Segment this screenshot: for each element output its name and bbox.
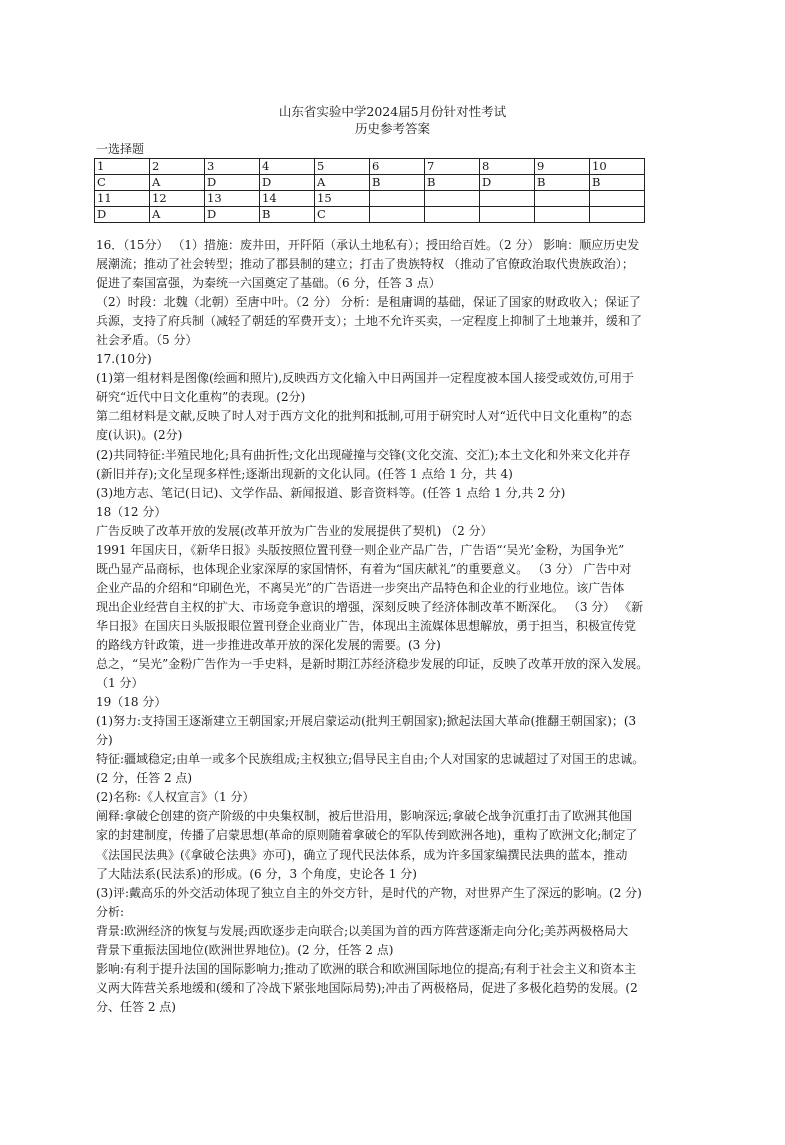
text-line: (1)第一组材料是图像(绘画和照片),反映西方文化输入中日两国并一定程度被本国人接受或效仿,可用于 <box>96 371 634 386</box>
table-cell: C <box>95 175 150 191</box>
answer-table <box>94 158 645 223</box>
text-line: 分、任答 2 点) <box>96 999 176 1014</box>
text-line: 现出企业经营自主权的扩大、市场竞争意识的增强，深刻反映了经济体制改革不断深化。 （3 分） 《新 <box>96 599 644 614</box>
table-cell: 14 <box>260 191 315 207</box>
text-line: 背景下重振法国地位(欧洲世界地位)。(2 分，任答 2 点) <box>96 942 394 957</box>
text-line: 背景:欧洲经济的恢复与发展;西欧逐步走向联合;以美国为首的西方阵营逐渐走向分化;美苏两极格局大 <box>96 923 629 938</box>
table-cell: 9 <box>535 159 590 175</box>
table-cell <box>590 191 645 207</box>
table-cell: B <box>260 207 315 223</box>
table-cell: 12 <box>150 191 205 207</box>
text-line: 研究“近代中日文化重构”的表现。(2分) <box>96 390 306 405</box>
text-line: 影响:有利于提升法国的国际影响力;推动了欧洲的联合和欧洲国际地位的提高;有利于社会主义和资本主 <box>96 961 637 976</box>
text-line: 促进了秦国富强，为秦统一六国奠定了基础。（6 分，任答 3 点） <box>96 276 441 291</box>
table-cell: C <box>315 207 370 223</box>
text-line: (2 分，任答 2 点) <box>96 771 193 786</box>
table-cell <box>535 191 590 207</box>
table-cell <box>535 207 590 223</box>
text-line: (2)名称:《人权宣言》（1 分） <box>96 790 255 805</box>
table-cell: D <box>95 207 150 223</box>
table-cell: D <box>260 175 315 191</box>
text-line: 度(认识)。(2分) <box>96 428 183 443</box>
table-row <box>95 175 645 191</box>
document-title: 山东省实验中学2024届5月份针对性考试 <box>278 104 507 119</box>
table-cell <box>480 207 535 223</box>
text-line: 16．（15分） （1）措施：废井田，开阡陌（承认土地私有）；授田给百姓。（2 分） 影响：顺应历史发 <box>96 238 640 252</box>
text-line: 展潮流；推动了社会转型；推动了郡县制的建立；打击了贵族特权 （推动了官僚政治取代贵族政治）； <box>96 257 634 272</box>
text-line: 第二组材料是文献,反映了时人对于西方文化的批判和抵制,可用于研究时人对“近代中日文化重构”的态 <box>96 409 632 424</box>
table-cell: 7 <box>425 159 480 175</box>
table-cell <box>425 207 480 223</box>
table-cell: 1 <box>95 159 150 175</box>
table-cell: A <box>150 175 205 191</box>
table-cell <box>370 207 425 223</box>
table-cell: D <box>205 207 260 223</box>
text-line: 《法国民法典》(《拿破仑法典》亦可)，确立了现代民法体系，成为许多国家编撰民法典的蓝本，推动 <box>96 847 628 862</box>
text-line: 了大陆法系(民法系)的形成。(6 分，3 个角度，史论各 1 分) <box>96 866 417 881</box>
section-label-multiple-choice: 一选择题 <box>96 142 145 156</box>
table-cell: 3 <box>205 159 260 175</box>
text-line: (3)地方志、笔记(日记)、文学作品、新闻报道、影音资料等。(任答 1 点给 1 分,共 2 分) <box>96 485 566 500</box>
text-line: 广告反映了改革开放的发展(改革开放为广告业的发展提供了契机) （2 分） <box>96 523 493 538</box>
table-cell: B <box>425 175 480 191</box>
text-line: 阐释:拿破仑创建的资产阶级的中央集权制，被后世沿用，影响深远;拿破仑战争沉重打击了欧洲其他国 <box>96 809 633 824</box>
text-line: (3)评:戴高乐的外交活动体现了独立自主的外交方针，是时代的产物，对世界产生了深远的影响。(2 分) <box>96 885 642 900</box>
table-cell <box>370 191 425 207</box>
text-line: 企业产品的介绍和“印刷色光，不离吴光”的广告语进一步突出产品特色和企业的行业地位。该广告体 <box>96 580 625 595</box>
table-cell <box>480 191 535 207</box>
table-cell: 8 <box>480 159 535 175</box>
text-line: 总之，“吴光”金粉广告作为一手史料，是新时期江苏经济稳步发展的印证，反映了改革开放的深入发展。 <box>96 657 649 672</box>
text-line: 19（18 分） <box>96 695 167 710</box>
answer-body <box>96 236 711 1017</box>
table-cell: 6 <box>370 159 425 175</box>
text-line: （1 分） <box>96 676 144 691</box>
table-cell: B <box>590 175 645 191</box>
table-cell: 2 <box>150 159 205 175</box>
text-line: 17.(10分) <box>96 352 152 367</box>
table-cell: D <box>205 175 260 191</box>
text-line: 社会矛盾。（5 分） <box>96 333 198 348</box>
text-line: 18（12 分） <box>96 504 167 519</box>
table-cell: B <box>535 175 590 191</box>
table-cell <box>590 207 645 223</box>
table-cell: B <box>370 175 425 191</box>
text-line: (2)共同特征:半殖民地化;具有曲折性;文化出现碰撞与交锋(文化交流、交汇);本土文化和外来文化并存 <box>96 447 631 462</box>
text-line: 既凸显产品商标，也体现企业家深厚的家国情怀，有着为“国庆献礼”的重要意义。 （3 分） 广告中对 <box>96 561 632 576</box>
text-line: 义两大阵营关系地缓和(缓和了冷战下紧张地国际局势);冲击了两极格局，促进了多极化趋势的发展。(2 <box>96 980 638 995</box>
table-cell: 15 <box>315 191 370 207</box>
text-line: (1)努力:支持国王逐渐建立王朝国家;开展启蒙运动(批判王朝国家);掀起法国大革命(推翻王朝国家)；(3 <box>96 714 637 729</box>
table-row <box>95 191 645 207</box>
table-cell: 5 <box>315 159 370 175</box>
table-cell: D <box>480 175 535 191</box>
table-cell: 11 <box>95 191 150 207</box>
document-subtitle: 历史参考答案 <box>354 121 430 136</box>
table-cell: 10 <box>590 159 645 175</box>
text-line: 分析: <box>96 904 125 919</box>
table-cell: A <box>150 207 205 223</box>
text-line: (新旧并存);文化呈现多样性;逐渐出现新的文化认同。(任答 1 点给 1 分，共 4) <box>96 466 513 481</box>
text-line: 1991 年国庆日，《新华日报》头版按照位置刊登一则企业产品广告，广告语“‘吴光’金粉，为国争光” <box>96 542 625 557</box>
table-cell <box>425 191 480 207</box>
table-cell: 4 <box>260 159 315 175</box>
text-line: （2）时段：北魏（北朝）至唐中叶。（2 分） 分析：是租庸调的基础，保证了国家的财政收入；保证了 <box>96 295 641 310</box>
table-row <box>95 159 645 175</box>
table-cell: A <box>315 175 370 191</box>
text-line: 特征:疆域稳定;由单一或多个民族组成;主权独立;倡导民主自由;个人对国家的忠诚超过了对国王的忠诚。 <box>96 752 645 767</box>
text-line: 兵源，支持了府兵制（减轻了朝廷的军费开支）；土地不允许买卖，一定程度上抑制了土地兼并，缓和了 <box>96 314 643 329</box>
text-line: 分) <box>96 733 113 748</box>
text-line: 华日报》在国庆日头版报眼位置刊登企业商业广告，体现出主流媒体思想解放，勇于担当，积极宣传党 <box>96 618 637 633</box>
table-cell: 13 <box>205 191 260 207</box>
text-line: 的路线方针政策，进一步推进改革开放的深化发展的需要。(3 分) <box>96 637 441 652</box>
table-row <box>95 207 645 223</box>
text-line: 家的封建制度，传播了启蒙思想(革命的原则随着拿破仑的军队传到欧洲各地)，重构了欧洲文化;制定了 <box>96 828 638 843</box>
